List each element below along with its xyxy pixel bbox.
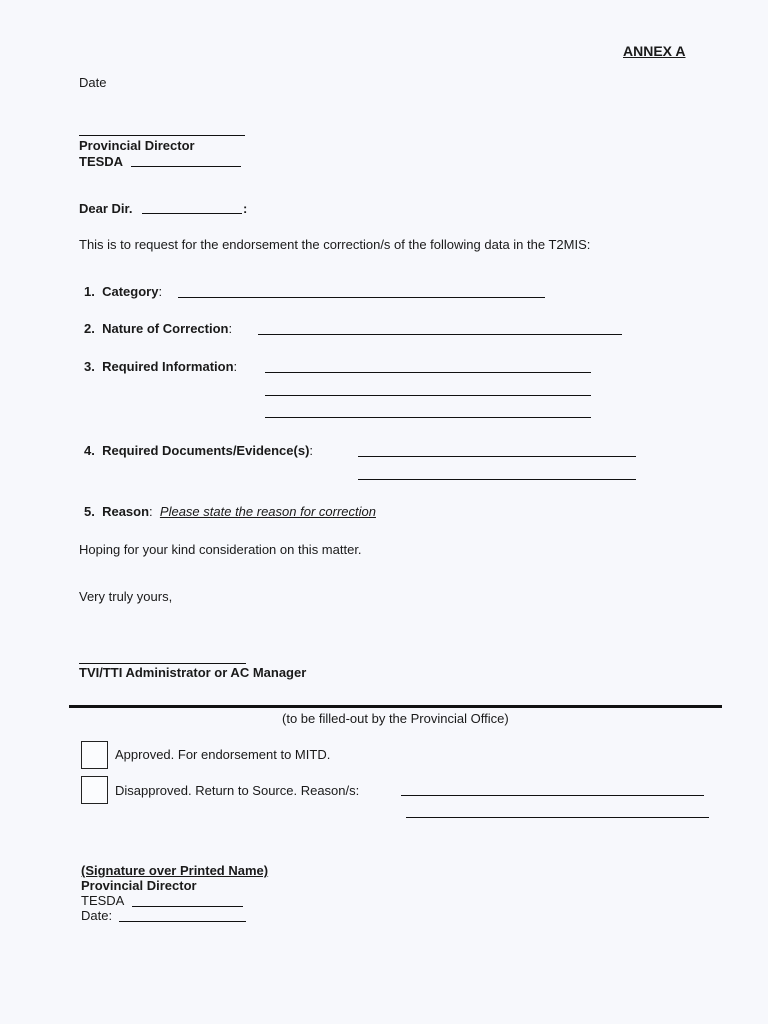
item-3 (84, 359, 237, 374)
item-number: 2. (84, 321, 95, 336)
intro-text: This is to request for the endorsement the correction/s of the following data in the T2MIS: (79, 237, 591, 252)
salutation-name-line[interactable] (142, 213, 242, 214)
signatory-signature-line[interactable] (79, 663, 246, 664)
salutation-colon: : (243, 201, 248, 216)
approved-label: Approved. For endorsement to MITD. (115, 747, 331, 762)
office-note: (to be filled-out by the Provincial Office) (282, 711, 509, 726)
annex-label: ANNEX A (623, 43, 686, 59)
item-label: Required Documents/Evidence(s) (102, 443, 310, 458)
item-1 (84, 284, 162, 299)
date-label: Date (79, 75, 107, 90)
disapproval-reason-line-2[interactable] (406, 817, 709, 818)
item-2 (84, 321, 232, 336)
category-line[interactable] (178, 297, 545, 298)
item-number: 1. (84, 284, 95, 299)
footer-date-line[interactable] (119, 921, 246, 922)
disapproval-reason-line-1[interactable] (401, 795, 704, 796)
item-5 (84, 504, 376, 519)
item-colon: : (228, 321, 233, 336)
footer-signature-label: (Signature over Printed Name) (81, 863, 269, 878)
required-docs-line-2[interactable] (358, 479, 636, 480)
required-info-line-1[interactable] (265, 372, 591, 373)
item-4 (84, 443, 313, 458)
disapproved-label: Disapproved. Return to Source. Reason/s: (115, 783, 360, 798)
item-number: 3. (84, 359, 95, 374)
addressee-office: TESDA (79, 154, 124, 169)
item-label: Category (102, 284, 159, 299)
item-label: Nature of Correction (102, 321, 229, 336)
footer-title: Provincial Director (81, 878, 197, 893)
item-number: 4. (84, 443, 95, 458)
footer-date: Date: (81, 908, 113, 923)
item-colon: : (233, 359, 238, 374)
closing-line: Hoping for your kind consideration on this matter. (79, 542, 362, 557)
item-label: Reason (102, 504, 150, 519)
footer-office-line[interactable] (132, 906, 243, 907)
addressee-title: Provincial Director (79, 138, 195, 153)
signatory-title: TVI/TTI Administrator or AC Manager (79, 665, 307, 680)
item-number: 5. (84, 504, 95, 519)
salutation-prefix: Dear Dir. (79, 201, 133, 216)
valediction: Very truly yours, (79, 589, 173, 604)
footer-office: TESDA (81, 893, 125, 908)
item-label: Required Information (102, 359, 234, 374)
addressee-office-line[interactable] (131, 166, 241, 167)
nature-of-correction-line[interactable] (258, 334, 622, 335)
addressee-name-line[interactable] (79, 135, 245, 136)
item-colon: : (309, 443, 314, 458)
approved-checkbox[interactable] (81, 741, 108, 769)
required-info-line-3[interactable] (265, 417, 591, 418)
disapproved-checkbox[interactable] (81, 776, 108, 804)
item-colon: : (149, 504, 153, 519)
required-docs-line-1[interactable] (358, 456, 636, 457)
item-colon: : (158, 284, 163, 299)
reason-hint: Please state the reason for correction (159, 504, 376, 519)
required-info-line-2[interactable] (265, 395, 591, 396)
section-divider (69, 705, 722, 708)
